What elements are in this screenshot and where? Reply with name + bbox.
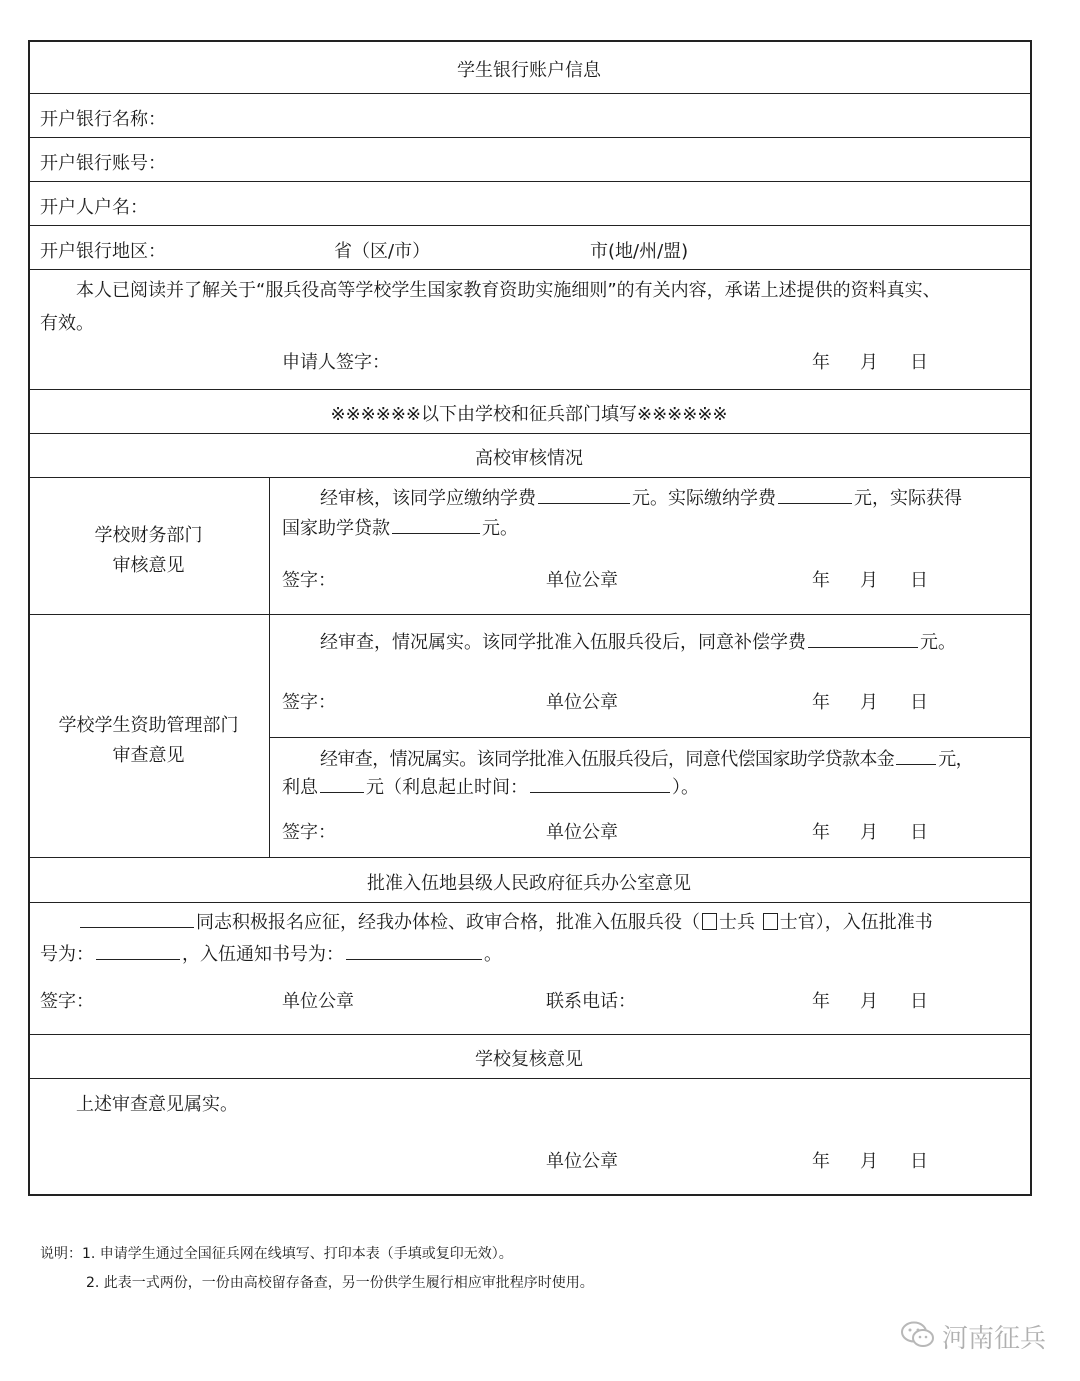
date-month: 月 (860, 692, 878, 713)
date-day: 日 (910, 991, 928, 1012)
tuition-text-a: 经审查，情况属实。该同学批准入伍服兵役后，同意补偿学费 (320, 632, 806, 653)
row-divider (28, 137, 1030, 138)
row-divider (28, 225, 1030, 226)
row-divider (28, 181, 1030, 182)
soldier-checkbox[interactable] (702, 913, 717, 930)
option-officer: 士官 (779, 912, 816, 933)
recruit-seal-label: 单位公章 (282, 991, 354, 1012)
date-day: 日 (910, 822, 928, 843)
loan-text-b: 元， (938, 749, 974, 770)
recruit-text-a: 同志积极报名应征，经我办体检、政审合格，批准入伍服兵役（ (196, 912, 700, 933)
finance-dept-label-line1: 学校财务部门 (94, 525, 203, 546)
row-divider (28, 1078, 1030, 1079)
recruit-text-b: ），入伍批准书 (815, 912, 933, 933)
applicant-signature-label: 申请人签字： (282, 352, 390, 373)
university-review-title: 高校审核情况 (475, 448, 583, 469)
note-line2: 2. 此表一式两份，一份由高校留存备查，另一份供学生履行相应审批程序时使用。 (86, 1275, 594, 1291)
date-month: 月 (860, 1151, 878, 1172)
row-divider (28, 389, 1030, 390)
date-month: 月 (860, 570, 878, 591)
row-divider (28, 433, 1030, 434)
finance-text-b: 元。实际缴纳学费 (632, 488, 776, 509)
date-day: 日 (910, 692, 928, 713)
recruitment-line2 (40, 940, 502, 966)
date-year: 年 (812, 352, 830, 373)
date-year: 年 (812, 570, 830, 591)
finance-text-a: 经审核，该同学应缴纳学费 (320, 488, 536, 509)
city-label: 市(地/州/盟) (590, 241, 689, 262)
date-year: 年 (812, 1151, 830, 1172)
recruitment-line1 (78, 908, 933, 934)
row-divider (28, 902, 1030, 903)
loan-text-c: 利息 (282, 777, 318, 798)
tuition-compensation-blank[interactable] (808, 631, 918, 648)
bank-name-label: 开户银行名称： (40, 109, 166, 130)
tuition-due-blank[interactable] (538, 487, 630, 504)
bank-section-title: 学生银行账户信息 (457, 60, 601, 81)
finance-seal-label: 单位公章 (546, 570, 618, 591)
recruitment-office-title: 批准入伍地县级人民政府征兵办公室意见 (367, 873, 691, 894)
loan-text-a: 经审查，情况属实。该同学批准入伍服兵役后，同意代偿国家助学贷款本金 (320, 749, 895, 770)
aid-dept-label-line2: 审查意见 (112, 745, 185, 766)
finance-sign-label: 签字： (282, 570, 336, 591)
watermark-text: 河南征兵 (942, 1324, 1047, 1354)
phone-label: 联系电话： (546, 991, 636, 1012)
bank-account-label: 开户银行账号： (40, 153, 166, 174)
recruit-text-e: 。 (484, 944, 502, 965)
tuition-sign-label: 签字： (282, 692, 336, 713)
date-year: 年 (812, 692, 830, 713)
school-fill-divider: ※※※※※※以下由学校和征兵部门填写※※※※※※ (330, 404, 728, 425)
recheck-seal-label: 单位公章 (546, 1151, 618, 1172)
date-month: 月 (860, 352, 878, 373)
loan-principal-blank[interactable] (896, 748, 936, 765)
interest-period-blank[interactable] (530, 776, 670, 793)
row-divider (28, 477, 1030, 478)
finance-dept-label-line2: 审核意见 (112, 555, 185, 576)
row-divider (270, 737, 1030, 738)
loan-seal-label: 单位公章 (546, 822, 618, 843)
tuition-seal-label: 单位公章 (546, 692, 618, 713)
row-divider (28, 857, 1030, 858)
option-soldier: 士兵 (719, 912, 755, 933)
loan-sign-label: 签字： (282, 822, 336, 843)
recruit-text-c: 号为： (40, 944, 94, 965)
aid-dept-label-line1: 学校学生资助管理部门 (58, 715, 239, 736)
province-label: 省（区/市） (334, 241, 431, 262)
column-divider (269, 477, 270, 857)
account-holder-label: 开户人户名： (40, 197, 148, 218)
declaration-text-line1: 本人已阅读并了解关于“服兵役高等学校学生国家教育资助实施细则”的有关内容，承诺上述提供的资料真实、 (76, 280, 941, 301)
row-divider (28, 614, 1030, 615)
finance-text-c: 元，实际获得 (854, 488, 962, 509)
finance-review-line2 (282, 514, 518, 540)
finance-text-d: 国家助学贷款 (282, 518, 390, 539)
loan-amount-blank[interactable] (392, 517, 480, 534)
school-recheck-title: 学校复核意见 (475, 1049, 583, 1070)
date-day: 日 (910, 352, 928, 373)
tuition-paid-blank[interactable] (778, 487, 852, 504)
date-year: 年 (812, 991, 830, 1012)
recruit-sign-label: 签字： (40, 991, 94, 1012)
recruit-text-d: ，入伍通知书号为： (182, 944, 344, 965)
note-line1: 说明：1. 申请学生通过全国征兵网在线填写、打印本表（手填或复印无效）。 (40, 1246, 513, 1262)
notice-number-blank[interactable] (346, 943, 482, 960)
date-month: 月 (860, 822, 878, 843)
loan-text-e: ）。 (672, 777, 699, 798)
declaration-text-line2: 有效。 (40, 313, 94, 334)
recruit-name-blank[interactable] (80, 911, 194, 928)
tuition-compensation-line (320, 628, 956, 654)
loan-repayment-line2 (282, 773, 699, 799)
interest-blank[interactable] (320, 776, 364, 793)
date-day: 日 (910, 570, 928, 591)
date-year: 年 (812, 822, 830, 843)
loan-text-d: 元（利息起止时间： (366, 777, 528, 798)
row-divider (28, 269, 1030, 270)
wechat-icon (900, 1320, 936, 1350)
row-divider (28, 93, 1030, 94)
school-recheck-text: 上述审查意见属实。 (76, 1094, 238, 1115)
bank-region-label: 开户银行地区： (40, 241, 166, 262)
finance-text-e: 元。 (482, 518, 518, 539)
finance-review-line1 (320, 484, 962, 510)
form-table (28, 40, 1032, 1196)
loan-repayment-line1 (320, 745, 973, 771)
date-day: 日 (910, 1151, 928, 1172)
officer-checkbox[interactable] (763, 913, 778, 930)
approval-number-blank[interactable] (96, 943, 180, 960)
row-divider (28, 1034, 1030, 1035)
date-month: 月 (860, 991, 878, 1012)
tuition-text-b: 元。 (920, 632, 956, 653)
